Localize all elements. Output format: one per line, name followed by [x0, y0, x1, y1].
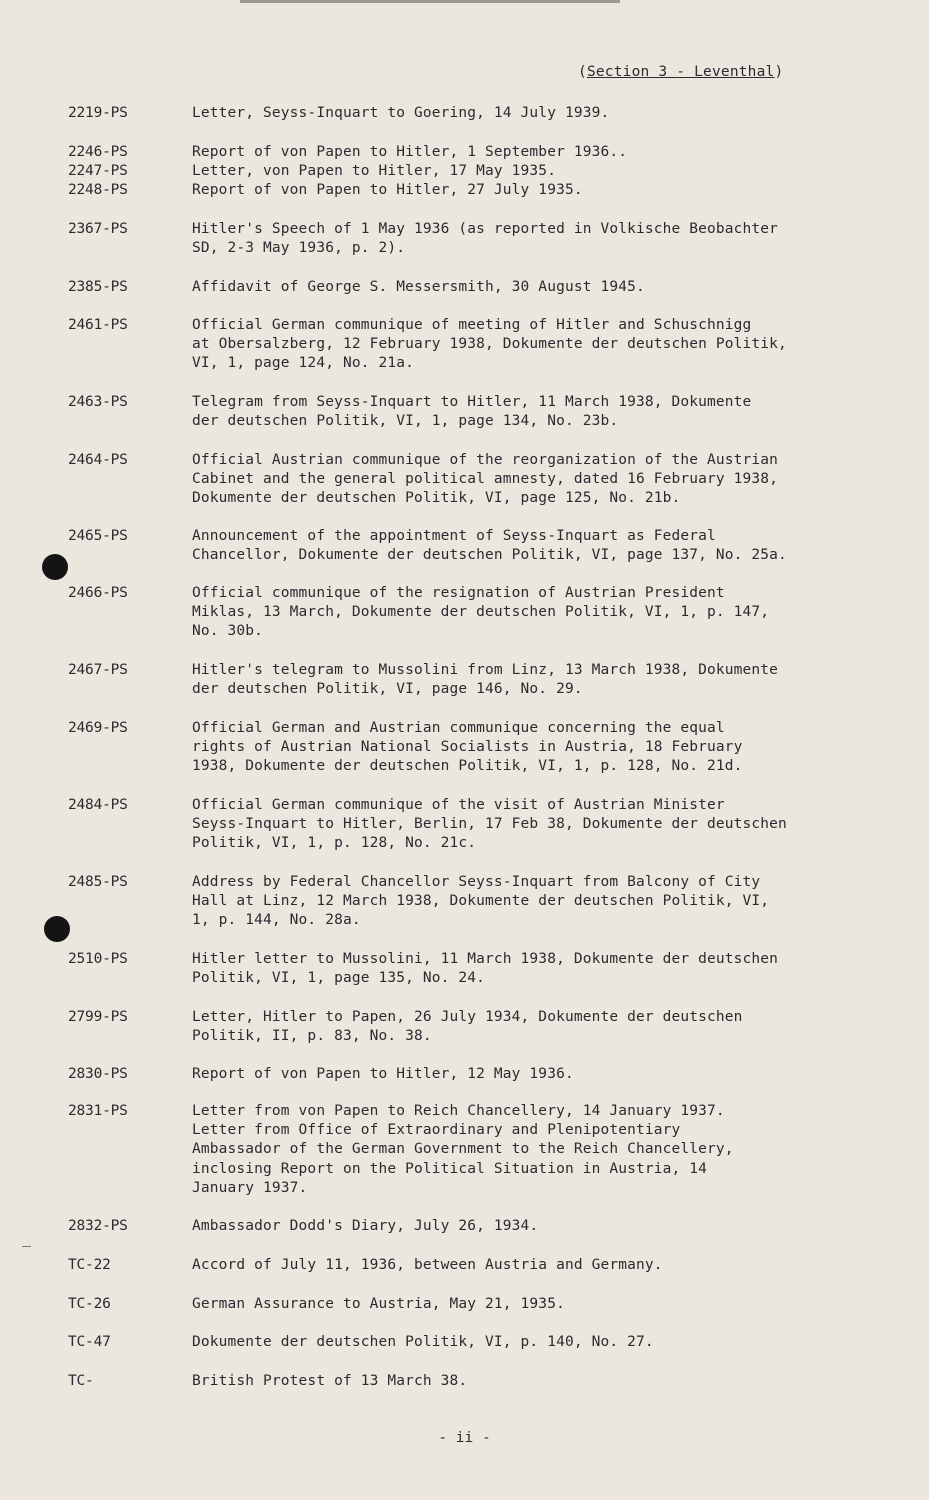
- exhibit-description: [192, 1372, 872, 1391]
- description-line: Politik, VI, 1, p. 128, No. 21c.: [192, 835, 477, 852]
- description-line: Letter, Hitler to Papen, 26 July 1934, Dokumente der deutschen: [192, 1009, 743, 1025]
- exhibit-code-column: [68, 796, 128, 815]
- description-line: Accord of July 11, 1936, between Austria and Germany.: [192, 1257, 663, 1273]
- exhibit-code: 2831-PS: [68, 1103, 128, 1119]
- description-line: Official German communique of meeting of Hitler and Schuschnigg: [192, 317, 752, 333]
- description-line: Chancellor, Dokumente der deutschen Politik, VI, page 137, No. 25a.: [192, 547, 787, 564]
- exhibit-description: [192, 661, 872, 699]
- exhibit-description: [192, 451, 872, 509]
- exhibit-description: [192, 393, 872, 431]
- exhibit-code: TC-: [68, 1373, 94, 1389]
- exhibit-code-column: [68, 584, 128, 603]
- section-header: (Section 3 - Leventhal): [578, 64, 784, 80]
- description-line: Address by Federal Chancellor Seyss-Inquart from Balcony of City: [192, 874, 761, 890]
- exhibit-description: [192, 220, 872, 258]
- exhibit-code-column: [68, 143, 128, 201]
- description-line: Cabinet and the general political amnesty, dated 16 February 1938,: [192, 471, 779, 488]
- exhibit-code: 2466-PS: [68, 585, 128, 601]
- exhibit-code-column: [68, 1256, 111, 1275]
- exhibit-code-column: [68, 950, 128, 969]
- exhibit-description: [192, 1295, 872, 1314]
- exhibit-code-column: [68, 873, 128, 892]
- description-line: German Assurance to Austria, May 21, 1935.: [192, 1296, 565, 1312]
- description-line: at Obersalzberg, 12 February 1938, Dokumente der deutschen Politik,: [192, 336, 787, 353]
- description-line: Ambassador of the German Government to the Reich Chancellery,: [192, 1141, 734, 1158]
- exhibit-description: [192, 1333, 872, 1352]
- description-line: 1, p. 144, No. 28a.: [192, 912, 361, 929]
- exhibit-description: [192, 1008, 872, 1046]
- exhibit-code-column: [68, 104, 128, 123]
- description-line: Official communique of the resignation of Austrian President: [192, 585, 725, 601]
- description-line: Affidavit of George S. Messersmith, 30 August 1945.: [192, 279, 645, 295]
- exhibit-description: [192, 143, 872, 201]
- punch-hole: [42, 554, 68, 580]
- description-line: Report of von Papen to Hitler, 12 May 1936.: [192, 1066, 574, 1082]
- exhibit-code: 2484-PS: [68, 797, 128, 813]
- exhibit-code: 2367-PS: [68, 221, 128, 237]
- exhibit-description: [192, 719, 872, 777]
- exhibit-code-column: [68, 278, 128, 297]
- exhibit-code: TC-22: [68, 1257, 111, 1273]
- description-line: VI, 1, page 124, No. 21a.: [192, 355, 414, 372]
- exhibit-description: [192, 278, 872, 297]
- exhibit-description: [192, 584, 872, 642]
- description-line: rights of Austrian National Socialists in Austria, 18 February: [192, 739, 743, 756]
- exhibit-description: [192, 316, 872, 374]
- description-line: Politik, II, p. 83, No. 38.: [192, 1028, 432, 1045]
- exhibit-code: 2832-PS: [68, 1218, 128, 1234]
- exhibit-code: 2385-PS: [68, 279, 128, 295]
- description-line: SD, 2-3 May 1936, p. 2).: [192, 240, 406, 257]
- exhibit-code-column: [68, 1372, 94, 1391]
- exhibit-description: [192, 950, 872, 988]
- description-line: Report of von Papen to Hitler, 1 September 1936..: [192, 144, 628, 160]
- description-line: der deutschen Politik, VI, 1, page 134, No. 23b.: [192, 413, 619, 430]
- exhibit-description: [192, 873, 872, 931]
- description-line: Letter from von Papen to Reich Chancellery, 14 January 1937.: [192, 1103, 725, 1119]
- description-line: Official Austrian communique of the reorganization of the Austrian: [192, 452, 779, 468]
- exhibit-description: [192, 1217, 872, 1236]
- exhibit-code: 2461-PS: [68, 317, 128, 333]
- description-line: Letter, von Papen to Hitler, 17 May 1935.: [192, 163, 557, 180]
- exhibit-description: [192, 527, 872, 565]
- exhibit-code: TC-26: [68, 1296, 111, 1312]
- exhibit-code: 2464-PS: [68, 452, 128, 468]
- description-line: Telegram from Seyss-Inquart to Hitler, 11 March 1938, Dokumente: [192, 394, 752, 410]
- exhibit-code: 2830-PS: [68, 1066, 128, 1082]
- description-line: Hall at Linz, 12 March 1938, Dokumente der deutschen Politik, VI,: [192, 893, 770, 910]
- exhibit-description: [192, 1102, 872, 1198]
- exhibit-description: [192, 1256, 872, 1275]
- exhibit-code-column: [68, 527, 128, 546]
- exhibit-code-column: [68, 1065, 128, 1084]
- exhibit-code: 2465-PS: [68, 528, 128, 544]
- exhibit-code-column: [68, 661, 128, 680]
- description-line: Hitler letter to Mussolini, 11 March 1938, Dokumente der deutschen: [192, 951, 779, 967]
- description-line: Official German communique of the visit of Austrian Minister: [192, 797, 725, 813]
- exhibit-code: 2467-PS: [68, 662, 128, 678]
- description-line: Announcement of the appointment of Seyss-Inquart as Federal: [192, 528, 716, 544]
- exhibit-code: 2510-PS: [68, 951, 128, 967]
- description-line: January 1937.: [192, 1179, 308, 1196]
- description-line: Politik, VI, 1, page 135, No. 24.: [192, 970, 486, 987]
- exhibit-description: [192, 1065, 872, 1084]
- exhibit-code-column: [68, 1295, 111, 1314]
- description-line: Seyss-Inquart to Hitler, Berlin, 17 Feb 38, Dokumente der deutschen: [192, 816, 787, 833]
- exhibit-code: 2799-PS: [68, 1009, 128, 1025]
- exhibit-code: 2463-PS: [68, 394, 128, 410]
- description-line: British Protest of 13 March 38.: [192, 1373, 468, 1389]
- section-label: Section 3 - Leventhal: [586, 64, 775, 80]
- exhibit-code-column: [68, 1217, 128, 1236]
- description-line: Hitler's Speech of 1 May 1936 (as reported in Volkische Beobachter: [192, 221, 779, 237]
- top-edge-rule: [240, 0, 620, 3]
- description-line: Report of von Papen to Hitler, 27 July 1935.: [192, 182, 583, 199]
- exhibit-code: 2246-PS: [68, 144, 128, 160]
- exhibit-code-column: [68, 393, 128, 412]
- exhibit-code-column: [68, 220, 128, 239]
- exhibit-code: 2469-PS: [68, 720, 128, 736]
- page-number: - ii -: [438, 1430, 491, 1446]
- description-line: Letter, Seyss-Inquart to Goering, 14 July 1939.: [192, 105, 610, 121]
- description-line: inclosing Report on the Political Situation in Austria, 14: [192, 1160, 708, 1177]
- exhibit-code-column: [68, 451, 128, 470]
- description-line: Miklas, 13 March, Dokumente der deutschen Politik, VI, 1, p. 147,: [192, 604, 770, 621]
- exhibit-code-column: [68, 316, 128, 335]
- punch-hole: [44, 916, 70, 942]
- description-line: der deutschen Politik, VI, page 146, No. 29.: [192, 681, 583, 698]
- exhibit-code-column: [68, 1102, 128, 1121]
- exhibit-code-column: [68, 1333, 111, 1352]
- margin-mark: [22, 1246, 31, 1247]
- description-line: Official German and Austrian communique concerning the equal: [192, 720, 725, 736]
- exhibit-code: 2219-PS: [68, 105, 128, 121]
- description-line: Letter from Office of Extraordinary and Plenipotentiary: [192, 1122, 681, 1139]
- description-line: Dokumente der deutschen Politik, VI, page 125, No. 21b.: [192, 490, 681, 507]
- exhibit-description: [192, 796, 872, 854]
- exhibit-description: [192, 104, 872, 123]
- exhibit-code: 2247-PS: [68, 163, 128, 180]
- description-line: Ambassador Dodd's Diary, July 26, 1934.: [192, 1218, 539, 1234]
- exhibit-code-column: [68, 719, 128, 738]
- exhibit-code: TC-47: [68, 1334, 111, 1350]
- description-line: Dokumente der deutschen Politik, VI, p. 140, No. 27.: [192, 1334, 654, 1350]
- exhibit-code: 2248-PS: [68, 182, 128, 199]
- description-line: No. 30b.: [192, 623, 264, 640]
- description-line: Hitler's telegram to Mussolini from Linz, 13 March 1938, Dokumente: [192, 662, 779, 678]
- description-line: 1938, Dokumente der deutschen Politik, VI, 1, p. 128, No. 21d.: [192, 758, 743, 775]
- exhibit-code-column: [68, 1008, 128, 1027]
- exhibit-code: 2485-PS: [68, 874, 128, 890]
